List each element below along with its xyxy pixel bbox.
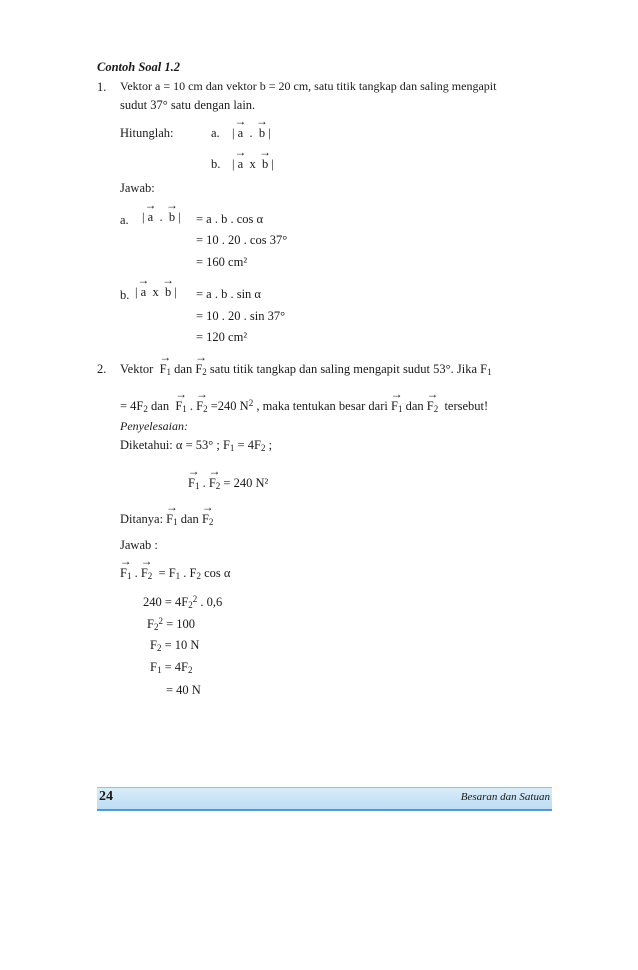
q2-jawab: Jawab : [120, 538, 158, 552]
q2-ditanya: Ditanya: → $F_1$ dan → $F_2$ [120, 512, 213, 527]
q2-eq-main: → $F_1$ . → $F_2 = F_1$ . $F_2$ cos α [120, 566, 230, 581]
q2-step4: $F_1 = 4F_2$ [150, 660, 193, 675]
q1-line1: Vektor a = 10 cm dan vektor b = 20 cm, satu titik tangkap dan saling mengapit [120, 79, 497, 93]
book-title: Besaran dan Satuan [460, 791, 550, 803]
q2-step2: $F_2^2 = 100$ [147, 616, 196, 632]
q1-ans-b-step2: = 10 . 20 . sin 37° [196, 309, 286, 323]
q1-ans-b-expr: | → a x → b | [135, 285, 177, 299]
q2-diketahui: Diketahui: α = 53° ; $F_1 = 4F_2$ ; [120, 438, 273, 453]
q1-ans-a-label: a. [120, 213, 129, 227]
q2-line2: = $4F_2$ dan → $F_1$ . → $F_2 =240$ $N^2$ , maka tentukan besar dari → $F_1$ dan → $F_2$ tersebut! [120, 398, 488, 414]
q1-cross-magnitude: | → a x → b | [232, 157, 274, 171]
q2-known-dot-product: → $F_1$ . → $F_2 = 240$ N² [188, 476, 268, 491]
q1-ans-b-label: b. [120, 288, 130, 302]
q1-hitunglah: Hitunglah: [120, 126, 174, 140]
q1-b-label: b. [211, 157, 221, 171]
q1-ans-b-step3: = 120 cm² [196, 330, 248, 344]
q2-penyelesaian: Penyelesaian: [120, 419, 188, 433]
q1-ans-a-expr: | → a . → b | [142, 210, 181, 224]
footer-divider [97, 809, 552, 811]
page-number: 24 [99, 789, 113, 804]
q1-line2: sudut 37° satu dengan lain. [120, 98, 256, 112]
q1-jawab: Jawab: [120, 181, 155, 195]
q2-step3: $F_2 = 10$ N [150, 638, 200, 653]
q2-step5: = 40 N [166, 683, 201, 697]
q1-ans-b-step1: = a . b . sin α [196, 287, 261, 301]
q1-number: 1. [97, 80, 107, 94]
q1-dot-magnitude: | → a . → b | [232, 126, 271, 140]
q1-ans-a-step1: = a . b . cos α [196, 212, 264, 226]
q2-step1: $240 = 4F_2^2$ . 0,6 [143, 594, 223, 610]
q1-ans-a-step3: = 160 cm² [196, 255, 248, 269]
q1-ans-a-step2: = 10 . 20 . cos 37° [196, 233, 288, 247]
q1-a-label: a. [211, 126, 220, 140]
example-title: Contoh Soal 1.2 [97, 60, 181, 74]
q2-number: 2. [97, 362, 107, 376]
q2-line1: Vektor → $F_1$ dan → $F_2$ satu titik tangkap dan saling mengapit sudut 53°. Jika $F_1$ [120, 362, 492, 377]
